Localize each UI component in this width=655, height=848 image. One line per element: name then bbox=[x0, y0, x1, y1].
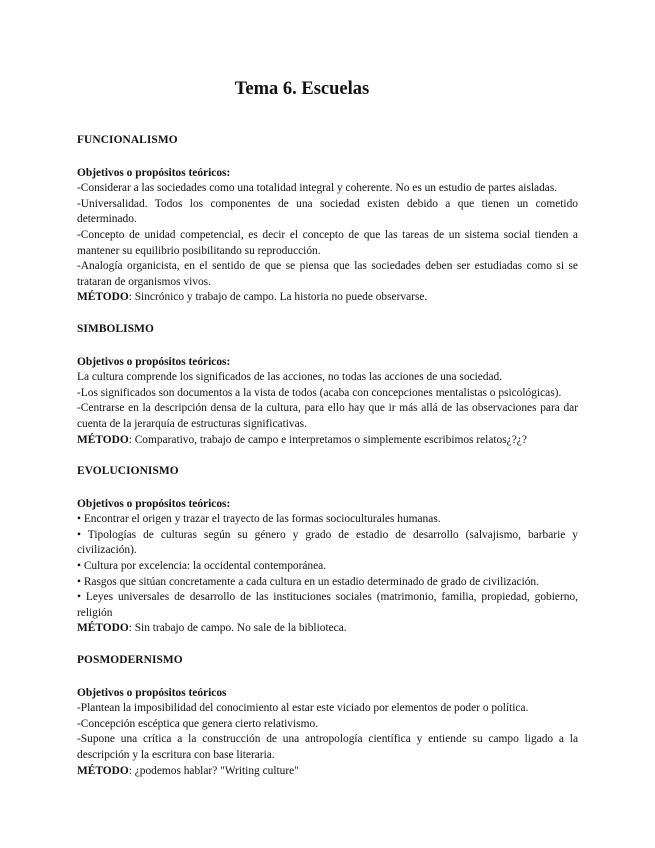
list-item: -Los significados son documentos a la vista de todos (acaba con concepciones mentalistas o psicológicas). bbox=[77, 386, 562, 399]
list-item: -Centrarse en la descripción densa de la cultura, para ello hay que ir más allá de las observaciones para dar cuenta de la jerarquía de estructuras significativas. bbox=[77, 402, 578, 430]
method-line bbox=[77, 764, 578, 780]
method-label: MÉTODO bbox=[77, 622, 129, 635]
list-item: -Concepción escéptica que genera cierto relativismo. bbox=[77, 717, 318, 730]
objectives-label: Objetivos o propósitos teóricos bbox=[77, 686, 227, 699]
list-item: • Leyes universales de desarrollo de las instituciones sociales (matrimonio, familia, propiedad, gobierno, religión bbox=[77, 591, 578, 619]
list-item: • Rasgos que sitúan concretamente a cada cultura en un estadio determinado de grado de civilización. bbox=[77, 575, 539, 588]
section-heading: EVOLUCIONISMO bbox=[77, 465, 179, 478]
list-item: -Analogía organicista, en el sentido de que se piensa que las sociedades deben ser estudiadas como si se trataran de organismos vivos. bbox=[77, 260, 578, 288]
method-text: : Comparativo, trabajo de campo e interpretamos o simplemente escribimos relatos¿?¿? bbox=[128, 433, 527, 446]
section-heading: SIMBOLISMO bbox=[77, 322, 154, 335]
method-label: MÉTODO bbox=[77, 764, 129, 777]
method-line bbox=[77, 621, 578, 637]
method-label: MÉTODO bbox=[77, 433, 129, 446]
list-item: -Considerar a las sociedades como una totalidad integral y coherente. No es un estudio de partes aisladas. bbox=[77, 182, 558, 195]
list-item: -Plantean la imposibilidad del conocimiento al estar este viciado por elementos de poder o política. bbox=[77, 702, 529, 715]
list-item: • Encontrar el origen y trazar el trayecto de las formas socioculturales humanas. bbox=[77, 513, 441, 526]
section-evolucionismo bbox=[77, 464, 578, 637]
method-text: : ¿podemos hablar? "Writing culture" bbox=[128, 764, 299, 777]
section-posmodernismo bbox=[77, 653, 578, 779]
document-body bbox=[77, 133, 578, 795]
list-item: • Cultura por excelencia: la occidental contemporánea. bbox=[77, 560, 327, 573]
objectives-label: Objetivos o propósitos teóricos: bbox=[77, 497, 231, 510]
list-item: -Concepto de unidad competencial, es decir el concepto de que las tareas de un sistema social tienden a mantener su equilibrio posibilitando su reproducción. bbox=[77, 228, 578, 257]
objectives-label: Objetivos o propósitos teóricos: bbox=[77, 355, 231, 368]
method-label: MÉTODO bbox=[77, 291, 129, 304]
list-item: -Supone una crítica a la construcción de una antropología científica y entiende su campo ligado a la descripción y la escritura con base literaria. bbox=[77, 733, 578, 761]
objectives-label: Objetivos o propósitos teóricos: bbox=[77, 166, 231, 179]
method-text: : Sincrónico y trabajo de campo. La historia no puede observarse. bbox=[128, 291, 428, 304]
section-heading: POSMODERNISMO bbox=[77, 654, 183, 667]
section-funcionalismo bbox=[77, 133, 578, 306]
list-item: • Tipologías de culturas según su género y grado de estadio de desarrollo (salvajismo, barbarie y civilización). bbox=[77, 528, 578, 557]
page-title: Tema 6. Escuelas bbox=[234, 79, 370, 99]
list-item: La cultura comprende los significados de las acciones, no todas las acciones de una sociedad. bbox=[77, 371, 503, 384]
section-heading: FUNCIONALISMO bbox=[77, 134, 178, 146]
list-item: -Universalidad. Todos los componentes de una sociedad existen debido a que tienen un cometido determinado. bbox=[77, 197, 578, 226]
section-simbolismo bbox=[77, 322, 578, 448]
method-text: : Sin trabajo de campo. No sale de la biblioteca. bbox=[128, 622, 347, 635]
method-line bbox=[77, 433, 578, 449]
method-line bbox=[77, 290, 578, 306]
